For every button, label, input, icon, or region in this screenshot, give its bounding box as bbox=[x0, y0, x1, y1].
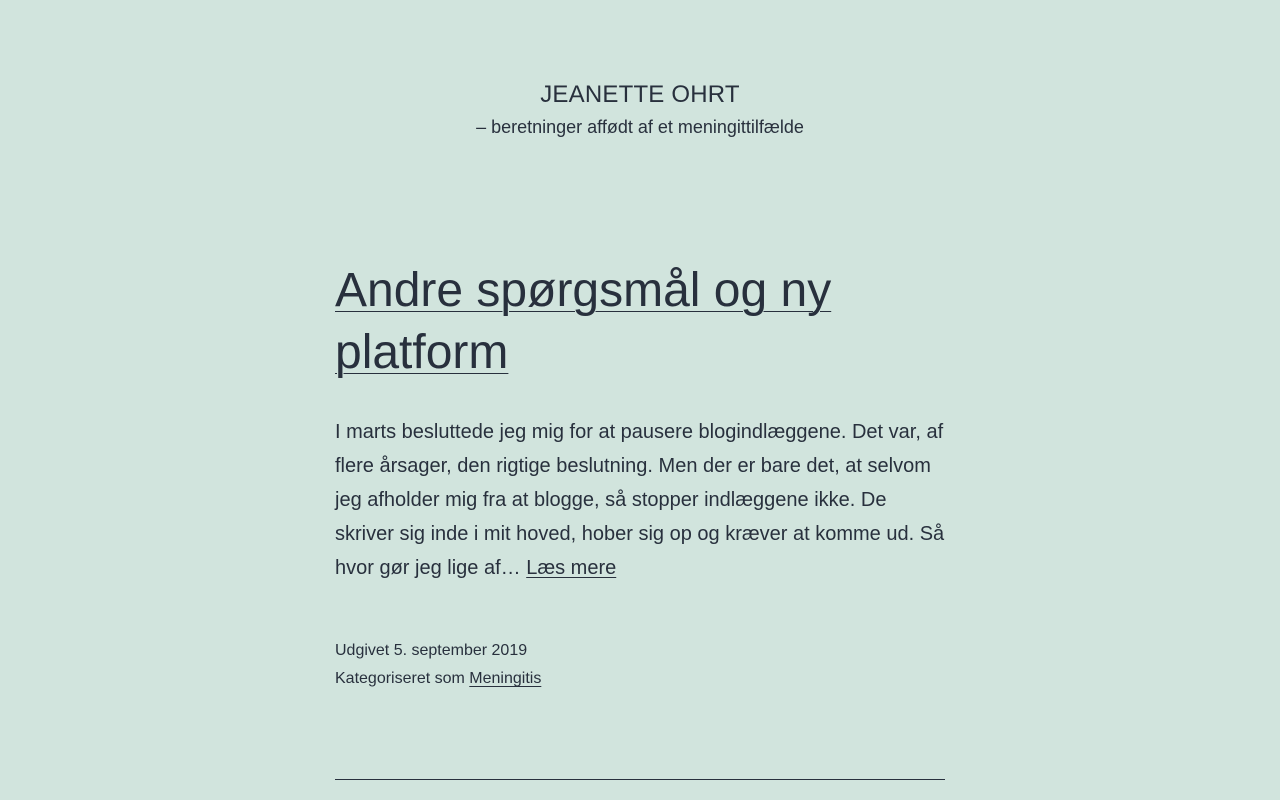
published-label: Udgivet bbox=[335, 642, 394, 659]
post-excerpt bbox=[335, 415, 947, 585]
published-date: 5. september 2019 bbox=[393, 642, 528, 659]
category-link[interactable]: Meningitis bbox=[469, 670, 542, 687]
published-line bbox=[335, 637, 945, 665]
read-more-link[interactable]: Læs mere bbox=[526, 557, 617, 579]
post-divider bbox=[335, 779, 945, 780]
post-article bbox=[335, 260, 945, 687]
category-label: Kategoriseret som bbox=[335, 670, 470, 687]
site-description: – beretninger affødt af et meningittilfælde bbox=[476, 117, 804, 137]
post-title-link[interactable]: Andre spørgsmål og ny platform bbox=[335, 264, 832, 379]
post-title bbox=[335, 260, 945, 384]
category-line bbox=[335, 665, 945, 693]
post-excerpt-text: I marts besluttede jeg mig for at pausere blogindlæggene. Det var, af flere årsager, den rigtige beslutning. Men der er bare det, at selvom jeg afholder mig fra at blogge, så stopper indlæggene ikke. De skriver sig inde i mit hoved, hober sig op og kræver at komme ud. Så hvor gør jeg lige af… bbox=[335, 421, 945, 579]
post-meta bbox=[335, 637, 945, 693]
site-title-link[interactable]: JEANETTE OHRT bbox=[540, 81, 740, 108]
